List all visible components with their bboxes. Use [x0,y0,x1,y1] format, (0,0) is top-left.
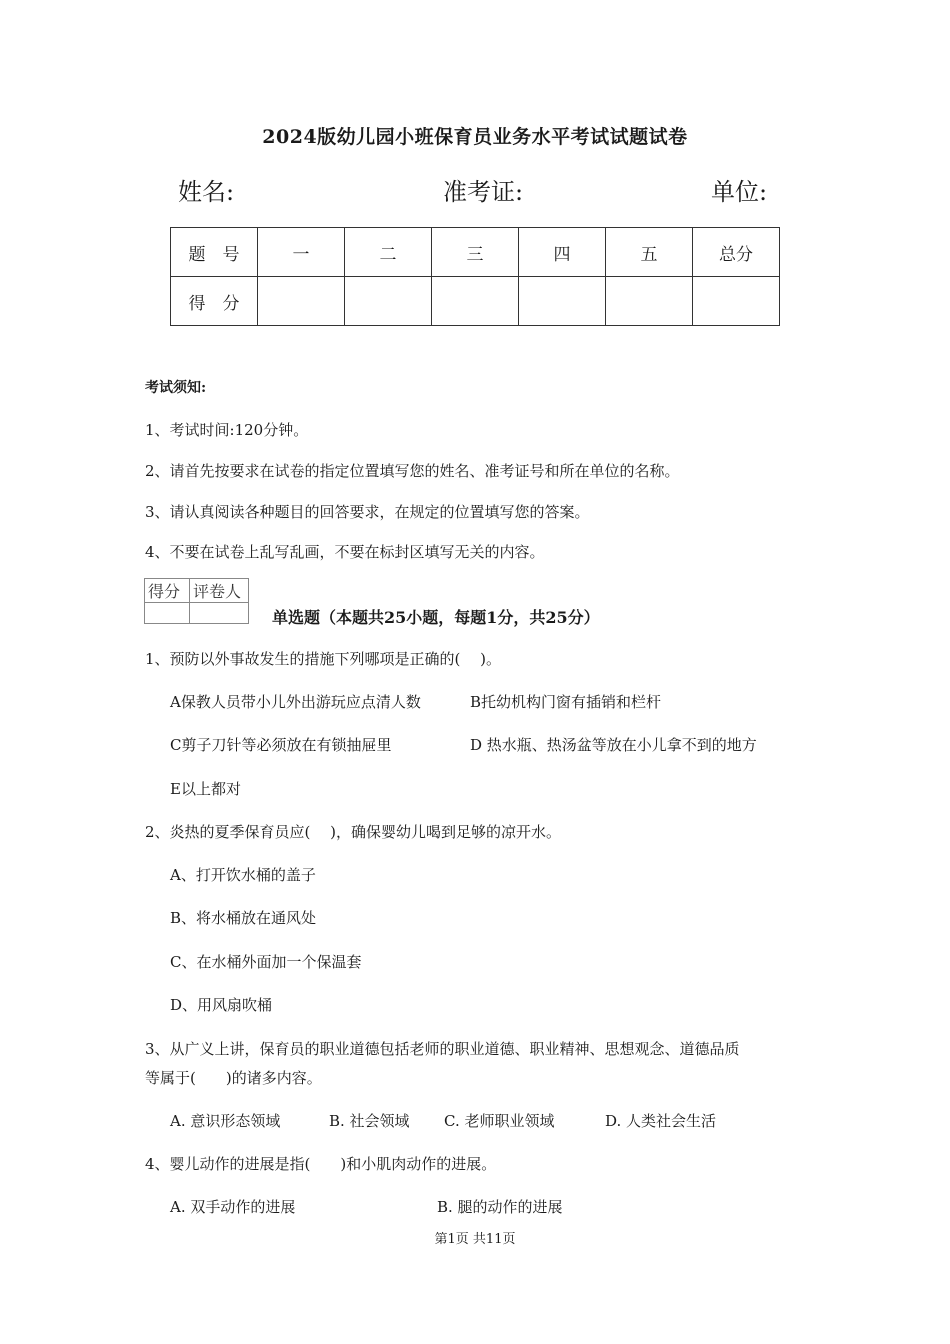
score-table-cell: 题 号 [171,228,258,277]
exam-id-label: 准考证: [443,178,524,206]
grader-box-blank [145,603,190,624]
name-label: 姓名: [178,178,235,206]
option-b: B. 腿的动作的进展 [437,1198,563,1216]
option-b: B托幼机构门窗有插销和栏杆 [470,693,662,711]
option-d: D 热水瓶、热汤盆等放在小儿拿不到的地方 [470,736,757,754]
option-a: A. 意识形态领域 [170,1112,281,1130]
score-table-cell: 得 分 [171,277,258,326]
notice-heading: 考试须知: [145,380,207,396]
score-table-cell: 三 [432,228,519,277]
option-c: C. 老师职业领域 [444,1112,555,1130]
option-c: C剪子刀针等必须放在有锁抽屉里 [170,736,392,754]
score-table-cell: 四 [519,228,606,277]
score-table [170,227,780,326]
score-table-cell: 五 [606,228,693,277]
option-a: A保教人员带小儿外出游玩应点清人数 [170,693,421,711]
page-footer: 第1页 共11页 [434,1232,516,1247]
option-e: E以上都对 [170,780,241,798]
score-table-cell: 二 [345,228,432,277]
score-blank-cell [606,277,693,326]
notice-item: 2、请首先按要求在试卷的指定位置填写您的姓名、准考证号和所在单位的名称。 [145,462,680,480]
section-title: 单选题（本题共25小题，每题1分，共25分） [272,608,600,627]
unit-label: 单位: [711,178,768,206]
notice-item: 4、不要在试卷上乱写乱画，不要在标封区填写无关的内容。 [145,543,545,561]
option-b: B. 社会领域 [329,1112,410,1130]
question-stem: 3、从广义上讲，保育员的职业道德包括老师的职业道德、职业精神、思想观念、道德品质 [145,1040,740,1058]
option-b: B、将水桶放在通风处 [170,909,317,927]
score-blank-cell [693,277,780,326]
score-table-cell: 一 [258,228,345,277]
page-title: 2024版幼儿园小班保育员业务水平考试试题试卷 [262,126,688,148]
grader-box-blank [190,603,249,624]
question-stem-continued: 等属于( )的诸多内容。 [145,1069,322,1087]
question-stem: 2、炎热的夏季保育员应( )，确保婴幼儿喝到足够的凉开水。 [145,823,562,841]
score-table-cell: 总分 [693,228,780,277]
score-table-score-row [171,277,780,326]
option-a: A、打开饮水桶的盖子 [170,866,316,884]
option-a: A. 双手动作的进展 [170,1198,296,1216]
notice-item: 1、考试时间:120分钟。 [145,421,309,439]
option-d: D、用风扇吹桶 [170,996,273,1014]
option-c: C、在水桶外面加一个保温套 [170,953,362,971]
grader-box [144,578,249,624]
score-blank-cell [258,277,345,326]
score-blank-cell [519,277,606,326]
notice-item: 3、请认真阅读各种题目的回答要求，在规定的位置填写您的答案。 [145,503,590,521]
option-d: D. 人类社会生活 [605,1112,717,1130]
question-stem: 4、婴儿动作的进展是指( )和小肌肉动作的进展。 [145,1155,497,1173]
score-table-header-row [171,228,780,277]
grader-box-score-label: 得分 [145,579,190,603]
score-blank-cell [345,277,432,326]
grader-box-grader-label: 评卷人 [190,579,249,603]
question-stem: 1、预防以外事故发生的措施下列哪项是正确的( )。 [145,650,502,668]
score-blank-cell [432,277,519,326]
